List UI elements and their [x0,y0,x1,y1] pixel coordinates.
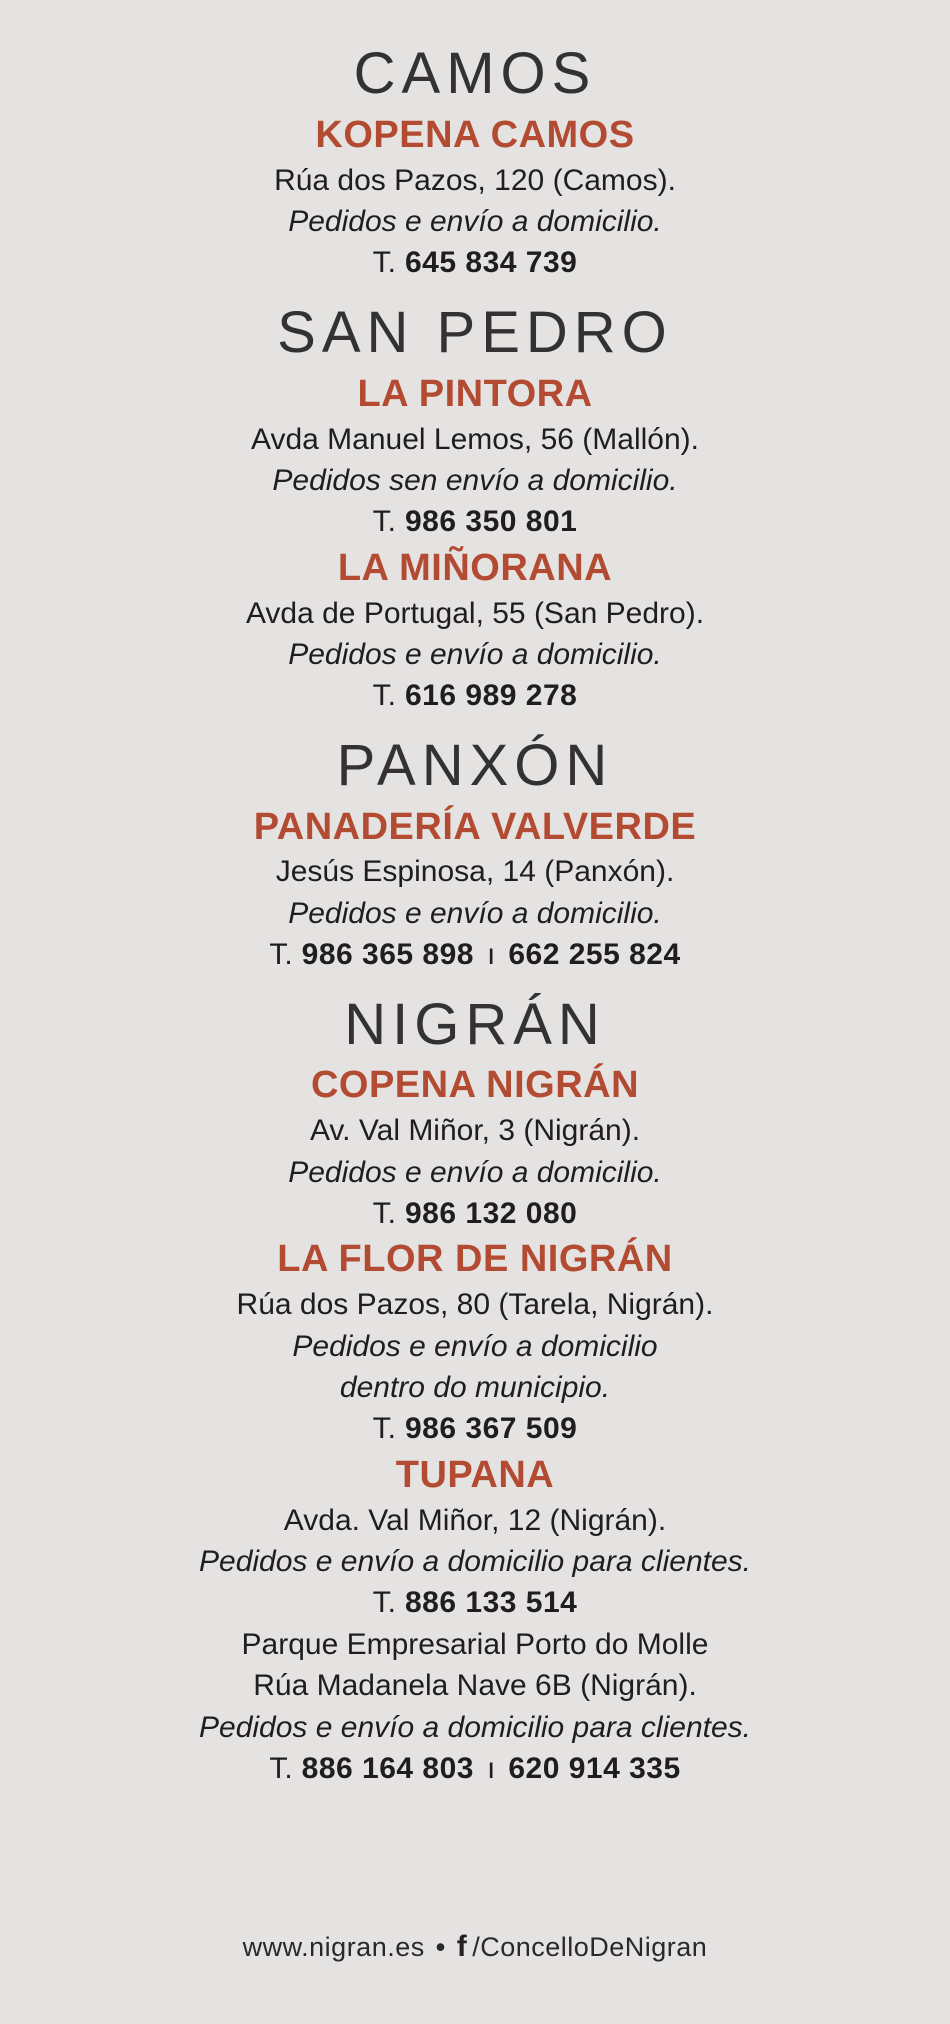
phone-number: 616 989 278 [405,679,578,713]
phone-number: 886 164 803 [301,1751,474,1785]
bakery-name: PANADERÍA VALVERDE [253,805,697,848]
facebook-handle: /ConcelloDeNigran [472,1932,708,1962]
bakery-entry-la-flor-de-nigran [30,1239,920,1446]
phone-prefix: T. [269,1751,293,1785]
bakery-note: Pedidos e envío a domicilio para clientes. [199,1544,751,1578]
phone-separator: ı [487,1751,496,1785]
footer [30,1930,920,1978]
bakery-address: Av. Val Miñor, 3 (Nigrán). [309,1114,641,1148]
bakery-phone [30,1585,920,1620]
bakery-address: Avda de Portugal, 55 (San Pedro). [245,596,705,630]
bakery-phone [30,678,920,713]
section-nigran [30,991,920,1787]
bakery-name: COPENA NIGRÁN [310,1064,640,1107]
bakery-note: Pedidos sen envío a domicilio. [272,463,678,497]
bakery-note-2: Pedidos e envío a domicilio para clientes. [199,1710,751,1744]
phone-prefix: T. [372,679,396,713]
area-title-panxon: PANXÓN [336,732,614,798]
section-san-pedro [30,299,920,714]
website-url: www.nigran.es [242,1932,425,1962]
bakery-entry-panaderia-valverde [30,807,920,973]
bakery-phone [30,504,920,539]
bakery-address: Rúa dos Pazos, 80 (Tarela, Nigrán). [236,1288,714,1322]
bakery-address: Avda Manuel Lemos, 56 (Mallón). [250,422,699,456]
phone-prefix: T. [372,246,396,280]
bakery-entry-la-minorana [30,548,920,714]
phone-number: 986 350 801 [405,505,578,539]
section-panxon [30,732,920,973]
phone-number: 986 132 080 [405,1197,578,1231]
phone-prefix: T. [372,1197,396,1231]
area-title-camos: CAMOS [353,41,597,106]
bakery-phone [30,937,920,972]
phone-number: 986 367 509 [405,1412,578,1446]
bakery-directory [30,41,920,1796]
bakery-note: Pedidos e envío a domicilio. [288,205,662,239]
bakery-note-line-2: dentro do municipio. [339,1370,611,1404]
bakery-name: LA MIÑORANA [337,546,613,589]
phone-number: 886 133 514 [405,1586,578,1620]
bakery-phone [30,1411,920,1446]
bakery-address: Avda. Val Miñor, 12 (Nigrán). [283,1503,667,1537]
bakery-entry-copena-nigran [30,1065,920,1231]
bakery-address: Jesús Espinosa, 14 (Panxón). [275,855,675,889]
phone-prefix: T. [372,1412,396,1446]
phone-number: 986 365 898 [301,938,474,972]
phone-separator: ı [487,938,496,972]
phone-prefix: T. [372,1586,396,1620]
bakery-name: LA PINTORA [357,372,593,415]
facebook-icon: f [456,1930,468,1963]
bakery-name: LA FLOR DE NIGRÁN [277,1238,673,1281]
area-title-san-pedro: SAN PEDRO [277,299,673,365]
phone-number-2: 620 914 335 [508,1751,681,1785]
phone-prefix: T. [269,938,293,972]
bakery-name: TUPANA [395,1453,555,1496]
phone-number: 645 834 739 [405,246,578,280]
bakery-name: KOPENA CAMOS [315,113,635,156]
bakery-entry-kopena-camos [30,115,920,281]
bakery-phone-2 [30,1751,920,1786]
bakery-address: Rúa dos Pazos, 120 (Camos). [274,163,676,197]
bakery-entry-la-pintora [30,374,920,540]
bakery-note: Pedidos e envío a domicilio. [288,896,662,930]
section-camos [30,41,920,281]
bakery-phone [30,1196,920,1231]
area-title-nigran: NIGRÁN [344,991,606,1057]
bakery-phone [30,245,920,280]
bakery-note-line-1: Pedidos e envío a domicilio [292,1329,658,1363]
phone-number-2: 662 255 824 [508,938,681,972]
phone-prefix: T. [372,505,396,539]
bakery-address-2-line-2: Rúa Madanela Nave 6B (Nigrán). [253,1669,697,1703]
bakery-entry-tupana [30,1455,920,1787]
bakery-address-2-line-1: Parque Empresarial Porto do Molle [241,1627,709,1661]
bullet-separator: • [435,1932,446,1962]
bakery-note: Pedidos e envío a domicilio. [288,637,662,671]
bakery-note: Pedidos e envío a domicilio. [288,1155,662,1189]
